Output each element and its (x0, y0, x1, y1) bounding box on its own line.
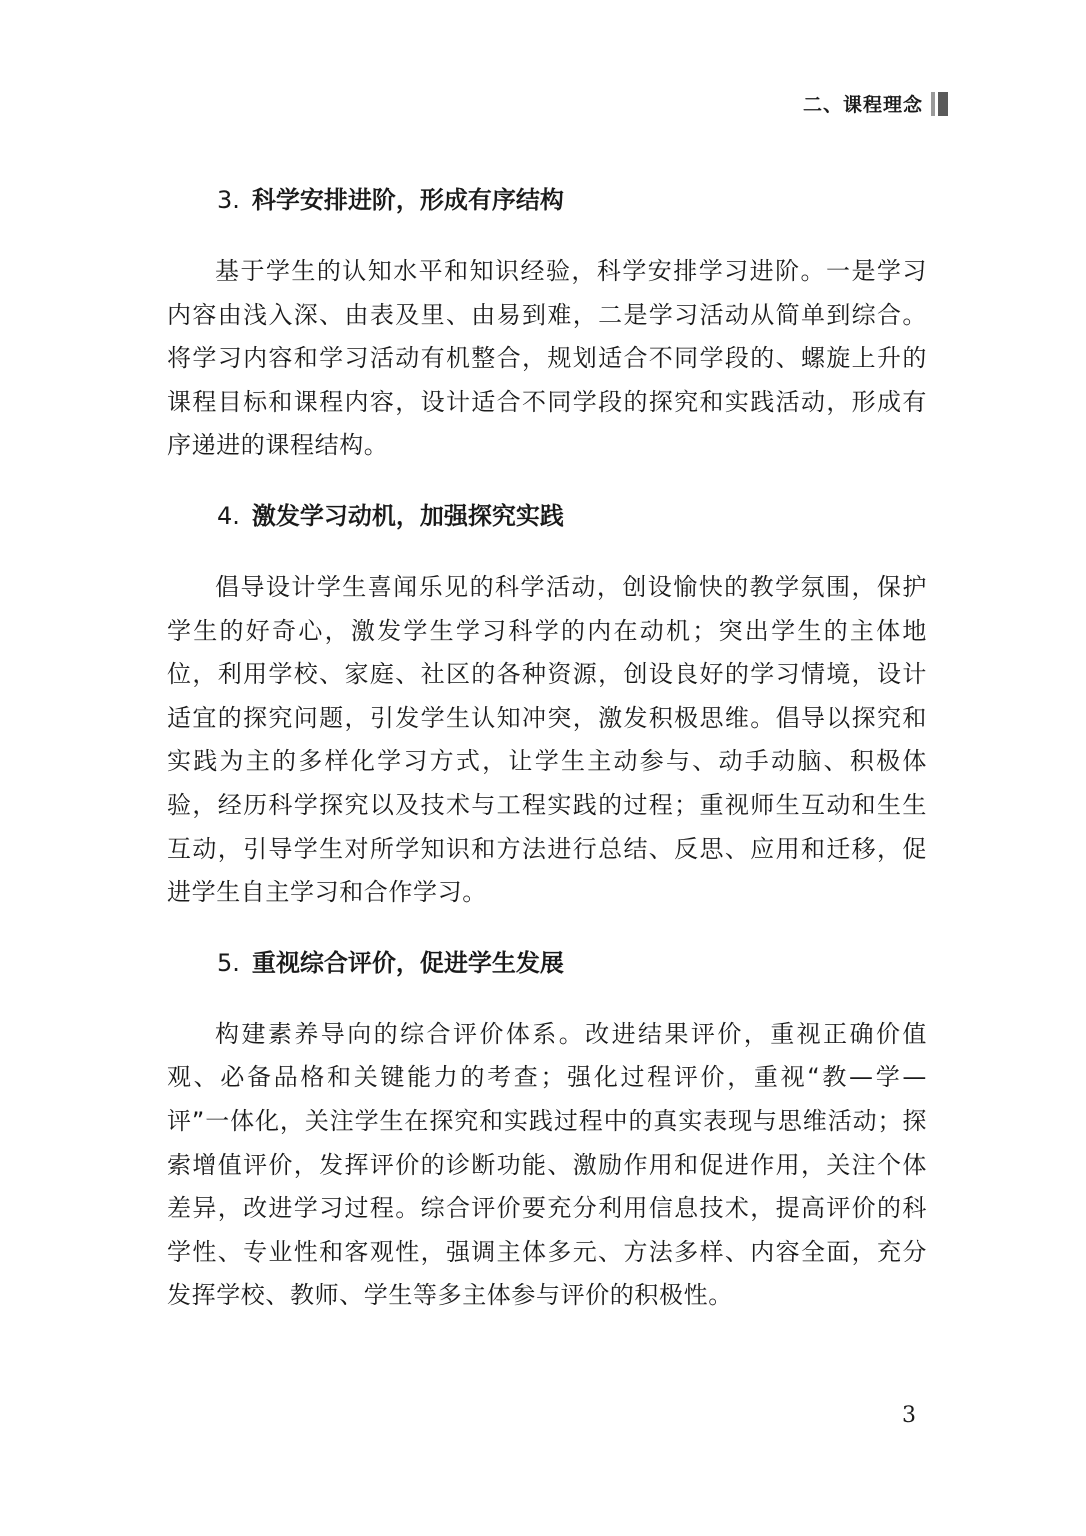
section-title: 重视综合评价，促进学生发展 (251, 948, 564, 977)
section-3 (167, 180, 927, 468)
header-bar-thick (938, 92, 948, 116)
section-heading (217, 180, 927, 220)
header-bar-thin (931, 92, 935, 116)
chapter-title: 二、课程理念 (802, 94, 923, 116)
section-title: 激发学习动机，加强探究实践 (251, 501, 564, 530)
section-number: 3. (217, 186, 240, 214)
header-bars-decoration (931, 92, 948, 116)
section-paragraph: 构建素养导向的综合评价体系。改进结果评价，重视正确价值观、必备品格和关键能力的考查；强化过程评价，重视“教—学—评”一体化，关注学生在探究和实践过程中的真实表现与思维活动；探索增值评价，发挥评价的诊断功能、激励作用和促进作用，关注个体差异，改进学习过程。综合评价要充分利用信息技术，提高评价的科学性、专业性和客观性，强调主体多元、方法多样、内容全面，充分发挥学校、教师、学生等多主体参与评价的积极性。 (167, 1019, 927, 1310)
section-title: 科学安排进阶，形成有序结构 (251, 186, 564, 214)
running-header (803, 90, 948, 117)
section-heading (217, 496, 927, 536)
section-5 (167, 943, 927, 1318)
section-number: 4. (217, 501, 240, 530)
section-paragraph: 倡导设计学生喜闻乐见的科学活动，创设愉快的教学氛围，保护学生的好奇心，激发学生学习科学的内在动机；突出学生的主体地位，利用学校、家庭、社区的各种资源，创设良好的学习情境，设计适宜的探究问题，引发学生认知冲突，激发积极思维。倡导以探究和实践为主的多样化学习方式，让学生主动参与、动手动脑、积极体验，经历科学探究以及技术与工程实践的过程；重视师生互动和生生互动，引导学生对所学知识和方法进行总结、反思、应用和迁移，促进学生自主学习和合作学习。 (167, 572, 927, 907)
section-heading (217, 943, 927, 983)
page-content (167, 180, 927, 1346)
section-paragraph: 基于学生的认知水平和知识经验，科学安排学习进阶。一是学习内容由浅入深、由表及里、由易到难，二是学习活动从简单到综合。将学习内容和学习活动有机整合，规划适合不同学段的、螺旋上升的课程目标和课程内容，设计适合不同学段的探究和实践活动，形成有序递进的课程结构。 (167, 257, 927, 460)
page-number: 3 (902, 1403, 916, 1428)
section-number: 5. (217, 948, 240, 977)
section-4 (167, 496, 927, 915)
